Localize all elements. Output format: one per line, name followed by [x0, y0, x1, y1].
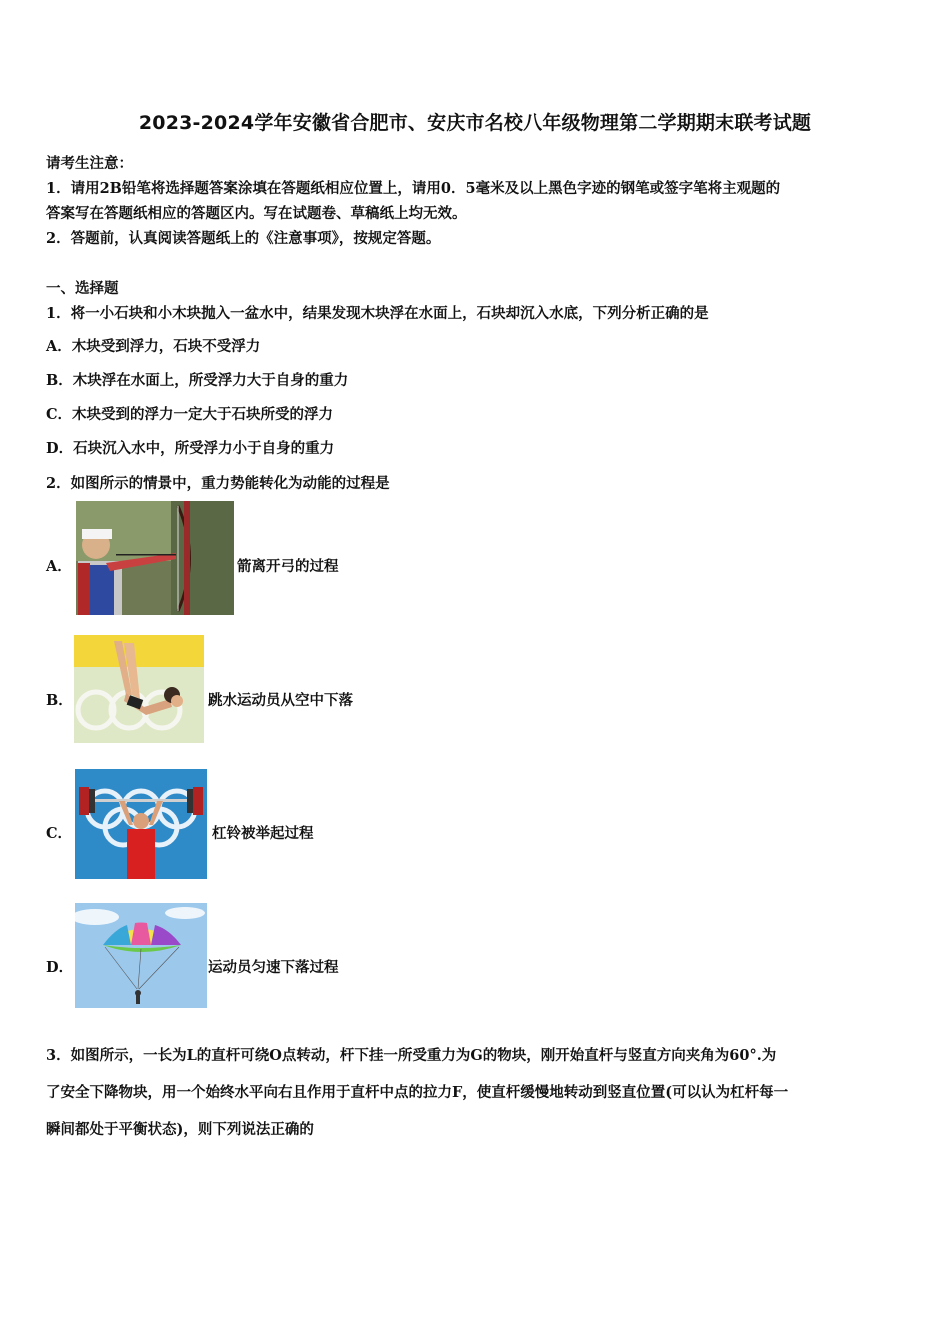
question-2-option-c-text: 杠铃被举起过程 — [212, 825, 314, 842]
parachute-photo — [75, 903, 207, 1008]
question-1-option-a: A．木块受到浮力，石块不受浮力 — [46, 338, 261, 355]
notice-item-1-line-1: 1．请用2B铅笔将选择题答案涂填在答题纸相应位置上，请用0．5毫米及以上黑色字迹的钢笔或签字笔将主观题的 — [46, 180, 781, 197]
question-3-stem — [46, 1037, 908, 1148]
question-2-option-c-label: C． — [46, 825, 73, 842]
question-2-stem: 2．如图所示的情景中，重力势能转化为动能的过程是 — [46, 475, 390, 492]
diver-photo — [74, 635, 204, 743]
question-2-option-b-label: B． — [46, 692, 73, 709]
question-1-option-c: C．木块受到的浮力一定大于石块所受的浮力 — [46, 406, 334, 423]
question-2-option-a-text: 箭离开弓的过程 — [237, 558, 339, 575]
notice-item-1-line-2: 答案写在答题纸相应的答题区内。写在试题卷、草稿纸上均无效。 — [46, 205, 467, 222]
question-1-stem: 1．将一小石块和小木块抛入一盆水中，结果发现木块浮在水面上，石块却沉入水底，下列分析正确的是 — [46, 305, 709, 322]
question-1-option-d: D．石块沉入水中，所受浮力小于自身的重力 — [46, 440, 335, 457]
section-heading: 一、选择题 — [46, 280, 119, 297]
question-3-line-1: 3．如图所示，一长为L的直杆可绕O点转动，杆下挂一所受重力为G的物块，刚开始直杆与竖直方向夹角为60°.为 — [46, 1047, 777, 1064]
question-2-option-d-label: D． — [46, 959, 74, 976]
weightlifter-photo — [75, 769, 207, 879]
page-title: 2023-2024学年安徽省合肥市、安庆市名校八年级物理第二学期期末联考试题 — [138, 112, 812, 134]
question-2-option-b-text: 跳水运动员从空中下落 — [208, 692, 353, 709]
question-1-option-b: B．木块浮在水面上，所受浮力大于自身的重力 — [46, 372, 349, 389]
question-3-line-3: 瞬间都处于平衡状态)，则下列说法正确的 — [46, 1121, 314, 1138]
question-2-option-a-label: A． — [46, 558, 72, 575]
question-2-option-d-text: 运动员匀速下落过程 — [208, 959, 339, 976]
notice-item-2: 2．答题前，认真阅读答题纸上的《注意事项》，按规定答题。 — [46, 230, 441, 247]
archer-photo — [76, 501, 234, 615]
notice-heading: 请考生注意： — [46, 155, 133, 172]
question-3-line-2: 了安全下降物块，用一个始终水平向右且作用于直杆中点的拉力F，使直杆缓慢地转动到竖直位置(可以认为杠杆每一 — [46, 1084, 789, 1101]
